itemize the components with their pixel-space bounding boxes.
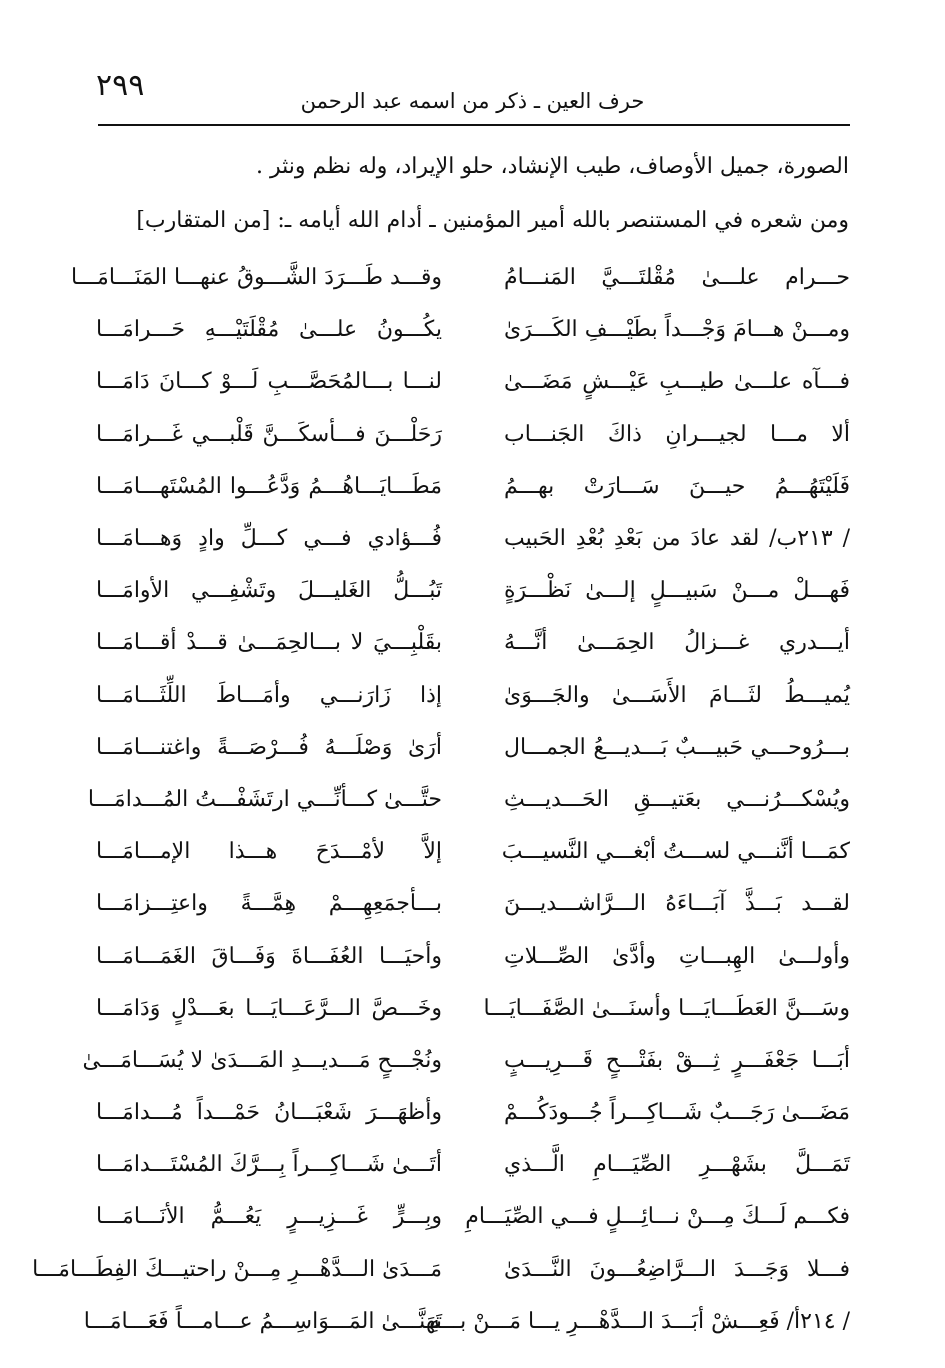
- poem-verse: [96, 1191, 850, 1243]
- verse-first-hemistich: تَمَـــلَّ بشَهْـــرِ الصِّيَـــامِ الَّـــذي: [504, 1152, 850, 1178]
- verse-second-hemistich: أرَىٰ وَصْلَـــهُ فُـــرْصَـــةً واغتنـــامَـــا: [96, 734, 442, 760]
- poem-verse: [82, 1035, 850, 1087]
- poem-verse: [71, 252, 850, 304]
- verse-first-hemistich: فَهـــلْ مـــنْ سَبيـــلٍ إلـــىٰ نَظْـــرَةٍ: [504, 578, 850, 604]
- poem-verse: [96, 826, 850, 878]
- poem-verse: [87, 774, 850, 826]
- verse-first-hemistich: حـــرام علـــىٰ مُقْلتَـــيَّ المَنـــامُ: [504, 265, 850, 291]
- verse-first-hemistich: لقـــد بَـــذَّ آبَـــاءَهُ الـــرَّاشـــديـــنَ: [504, 891, 850, 917]
- verse-second-hemistich: مَطَـــايَـــاهُـــمُ وَدَّعُـــوا المُسْتَهـــامَـــا: [96, 473, 442, 499]
- verse-second-hemistich: وقـــد طَـــرَدَ الشَّـــوقُ عنهـــا المَنَـــامَـــا: [71, 265, 442, 291]
- poem-verse: [96, 409, 850, 461]
- verse-first-hemistich: ومـــنْ هـــامَ وَجْـــداً بطَيْـــفِ الكَـــرَىٰ: [504, 317, 850, 343]
- verse-first-hemistich: كمَـــا أنَّنـــي لســـتُ أبْغـــي النَّسيـــبَ: [501, 839, 850, 865]
- verse-second-hemistich: بـــأجمَعِهِـــمْ هِمَّـــةً واعتِـــزامَـــا: [96, 891, 442, 917]
- verse-second-hemistich: وأحيَـــا العُفَـــاةَ وَفَـــاقَ الغَمَـــامَـــا: [96, 943, 442, 969]
- poem-verse: [96, 983, 850, 1035]
- poem-verse: [32, 1244, 850, 1296]
- poem-verse: [96, 1139, 850, 1191]
- verse-first-hemistich: يُميـــطُ لثَـــامَ الأَسَـــىٰ والجَـــوَىٰ: [504, 682, 850, 708]
- verse-second-hemistich: وخَـــصَّ الـــرَّعَـــايَـــا بعَـــدْلٍ وَدَامَـــا: [96, 995, 442, 1021]
- verse-first-hemistich: بـــرُوحـــي حَبيـــبٌ بَـــديـــعُ الجمـــال: [504, 734, 850, 760]
- poem-verse: [96, 722, 850, 774]
- poem-verse: [96, 356, 850, 408]
- verse-first-hemistich: أيـــدري غـــزالُ الحِمَـــىٰ أنَّـــهُ: [504, 630, 850, 656]
- verse-first-hemistich: فـــلا وَجَـــدَ الـــرَّاضِعُـــونَ النَّـــدَىٰ: [504, 1256, 850, 1282]
- page-number: ٢٩٩: [96, 68, 145, 103]
- verse-first-hemistich: مَضَـــىٰ رَجَـــبٌ شَـــاكِـــراً جُـــودَكُـــمْ: [504, 1100, 850, 1126]
- verse-second-hemistich: أتَـــىٰ شَـــاكِـــراً بِـــرَّكَ المُسْتَـــدامَـــا: [96, 1152, 442, 1178]
- verse-second-hemistich: رَحَلْـــنَ فـــأسكَـــنَّ قَلْبـــي غَـــرامَـــا: [96, 421, 442, 447]
- verse-first-hemistich: / ٢١٤أ/ فَعِـــشْ أبَـــدَ الـــدَّهْـــرِ يـــا مَـــنْ بـــهِ: [428, 1308, 850, 1334]
- poem-verse: [96, 513, 850, 565]
- verse-second-hemistich: فُـــؤادي فـــي كـــلِّ وادٍ وَهـــامَـــا: [96, 526, 442, 552]
- verse-second-hemistich: حتَّـــىٰ كـــأنِّـــي ارتَشَفْـــتُ المُـــدامَـــا: [87, 786, 442, 812]
- verse-second-hemistich: إذا زَارَنـــي وأمَـــاطَ اللِّثَـــامَـــا: [96, 682, 442, 708]
- verse-first-hemistich: / ٢١٣ب/ لقد عادَ من بَعْدِ بُعْدِ الحَبيب: [504, 526, 851, 552]
- verse-second-hemistich: بقَلْبِـــيَ لا بـــالحِمَـــىٰ قـــدْ أقـــامَـــا: [96, 630, 442, 656]
- verse-first-hemistich: فـــآه علـــىٰ طيـــبِ عَيْـــشٍ مَضَـــىٰ: [504, 369, 850, 395]
- poem-verse: [96, 670, 850, 722]
- poem-verse: [83, 1296, 850, 1348]
- poem-verse: [96, 878, 850, 930]
- poem-verse: [96, 304, 850, 356]
- poem-verse: [96, 617, 850, 669]
- running-title: حرف العين ـ ذكر من اسمه عبد الرحمن: [300, 89, 645, 113]
- poem-verse: [96, 461, 850, 513]
- verse-first-hemistich: ويُسْكـــرُنـــي بعَتيـــقِ الحَـــديـــثِ: [504, 786, 850, 812]
- verse-second-hemistich: يكُـــونُ علـــىٰ مُقْلَتَيْـــهِ حَـــرامَـــا: [96, 317, 442, 343]
- verse-second-hemistich: إلاَّ لأمْـــدَحَ هـــذا الإمـــامَـــا: [96, 839, 442, 865]
- verse-first-hemistich: فَلَيْتَهُـــمُ حيـــنَ سَـــارَتْ بهـــمُ: [504, 473, 850, 499]
- verse-second-hemistich: تَهَنَّـــىٰ المَـــوَاسِـــمُ عـــامـــاً فَعَـــامَـــا: [83, 1308, 442, 1334]
- poem-verse: [96, 930, 850, 982]
- verse-first-hemistich: وسَـــنَّ العَطَـــايَـــا وأسنَـــىٰ الصَّفَـــايَـــا: [483, 995, 850, 1021]
- poem-verse: [96, 1087, 850, 1139]
- header-rule: [98, 124, 850, 126]
- verse-first-hemistich: ألا مـــا لجيـــرانِ ذاكَ الجَنـــاب: [504, 421, 850, 447]
- intro-line-1: الصورة، جميل الأوصاف، طيب الإنشاد، حلو الإيراد، وله نظم ونثر .: [255, 154, 849, 179]
- intro-line-2: ومن شعره في المستنصر بالله أمير المؤمنين ـ أدام الله أيامه ـ: [من المتقارب]: [136, 208, 849, 233]
- verse-second-hemistich: وأظهَـــرَ شَعْبَـــانُ حَمْـــداً مُـــدامَـــا: [96, 1100, 442, 1126]
- verse-second-hemistich: لنـــا بـــالمُحَصَّـــبِ لَـــوْ كـــانَ دَامَـــا: [96, 369, 442, 395]
- verse-second-hemistich: ونُجْـــحٍ مَـــديـــدِ المَـــدَىٰ لا يُسَـــامَـــىٰ: [82, 1047, 442, 1073]
- verse-first-hemistich: فكـــم لَـــكَ مِـــنْ نـــائِـــلٍ فـــي الصِّيَـــامِ: [465, 1204, 850, 1230]
- verse-first-hemistich: أبَـــا جَعْفَـــرٍ ثِـــقْ بفَتْـــحٍ قَـــرِيـــبٍ: [504, 1047, 850, 1073]
- verse-second-hemistich: وبِـــرٍّ غَـــزِيـــرٍ يَعُـــمُّ الأنَـــامَـــا: [96, 1204, 442, 1230]
- poem: [32, 252, 851, 1348]
- poem-verse: [96, 565, 850, 617]
- verse-second-hemistich: تَبُـــلُّ الغَليـــلَ وتَشْفِـــي الأوامَـــا: [96, 578, 442, 604]
- verse-first-hemistich: وأولـــىٰ الهِبـــاتِ وأدَّىٰ الصِّـــلاتِ: [504, 943, 850, 969]
- verse-second-hemistich: مَـــدَىٰ الـــدَّهْـــرِ مِـــنْ راحتيـــكَ الفِطَـــامَـــا: [32, 1256, 442, 1282]
